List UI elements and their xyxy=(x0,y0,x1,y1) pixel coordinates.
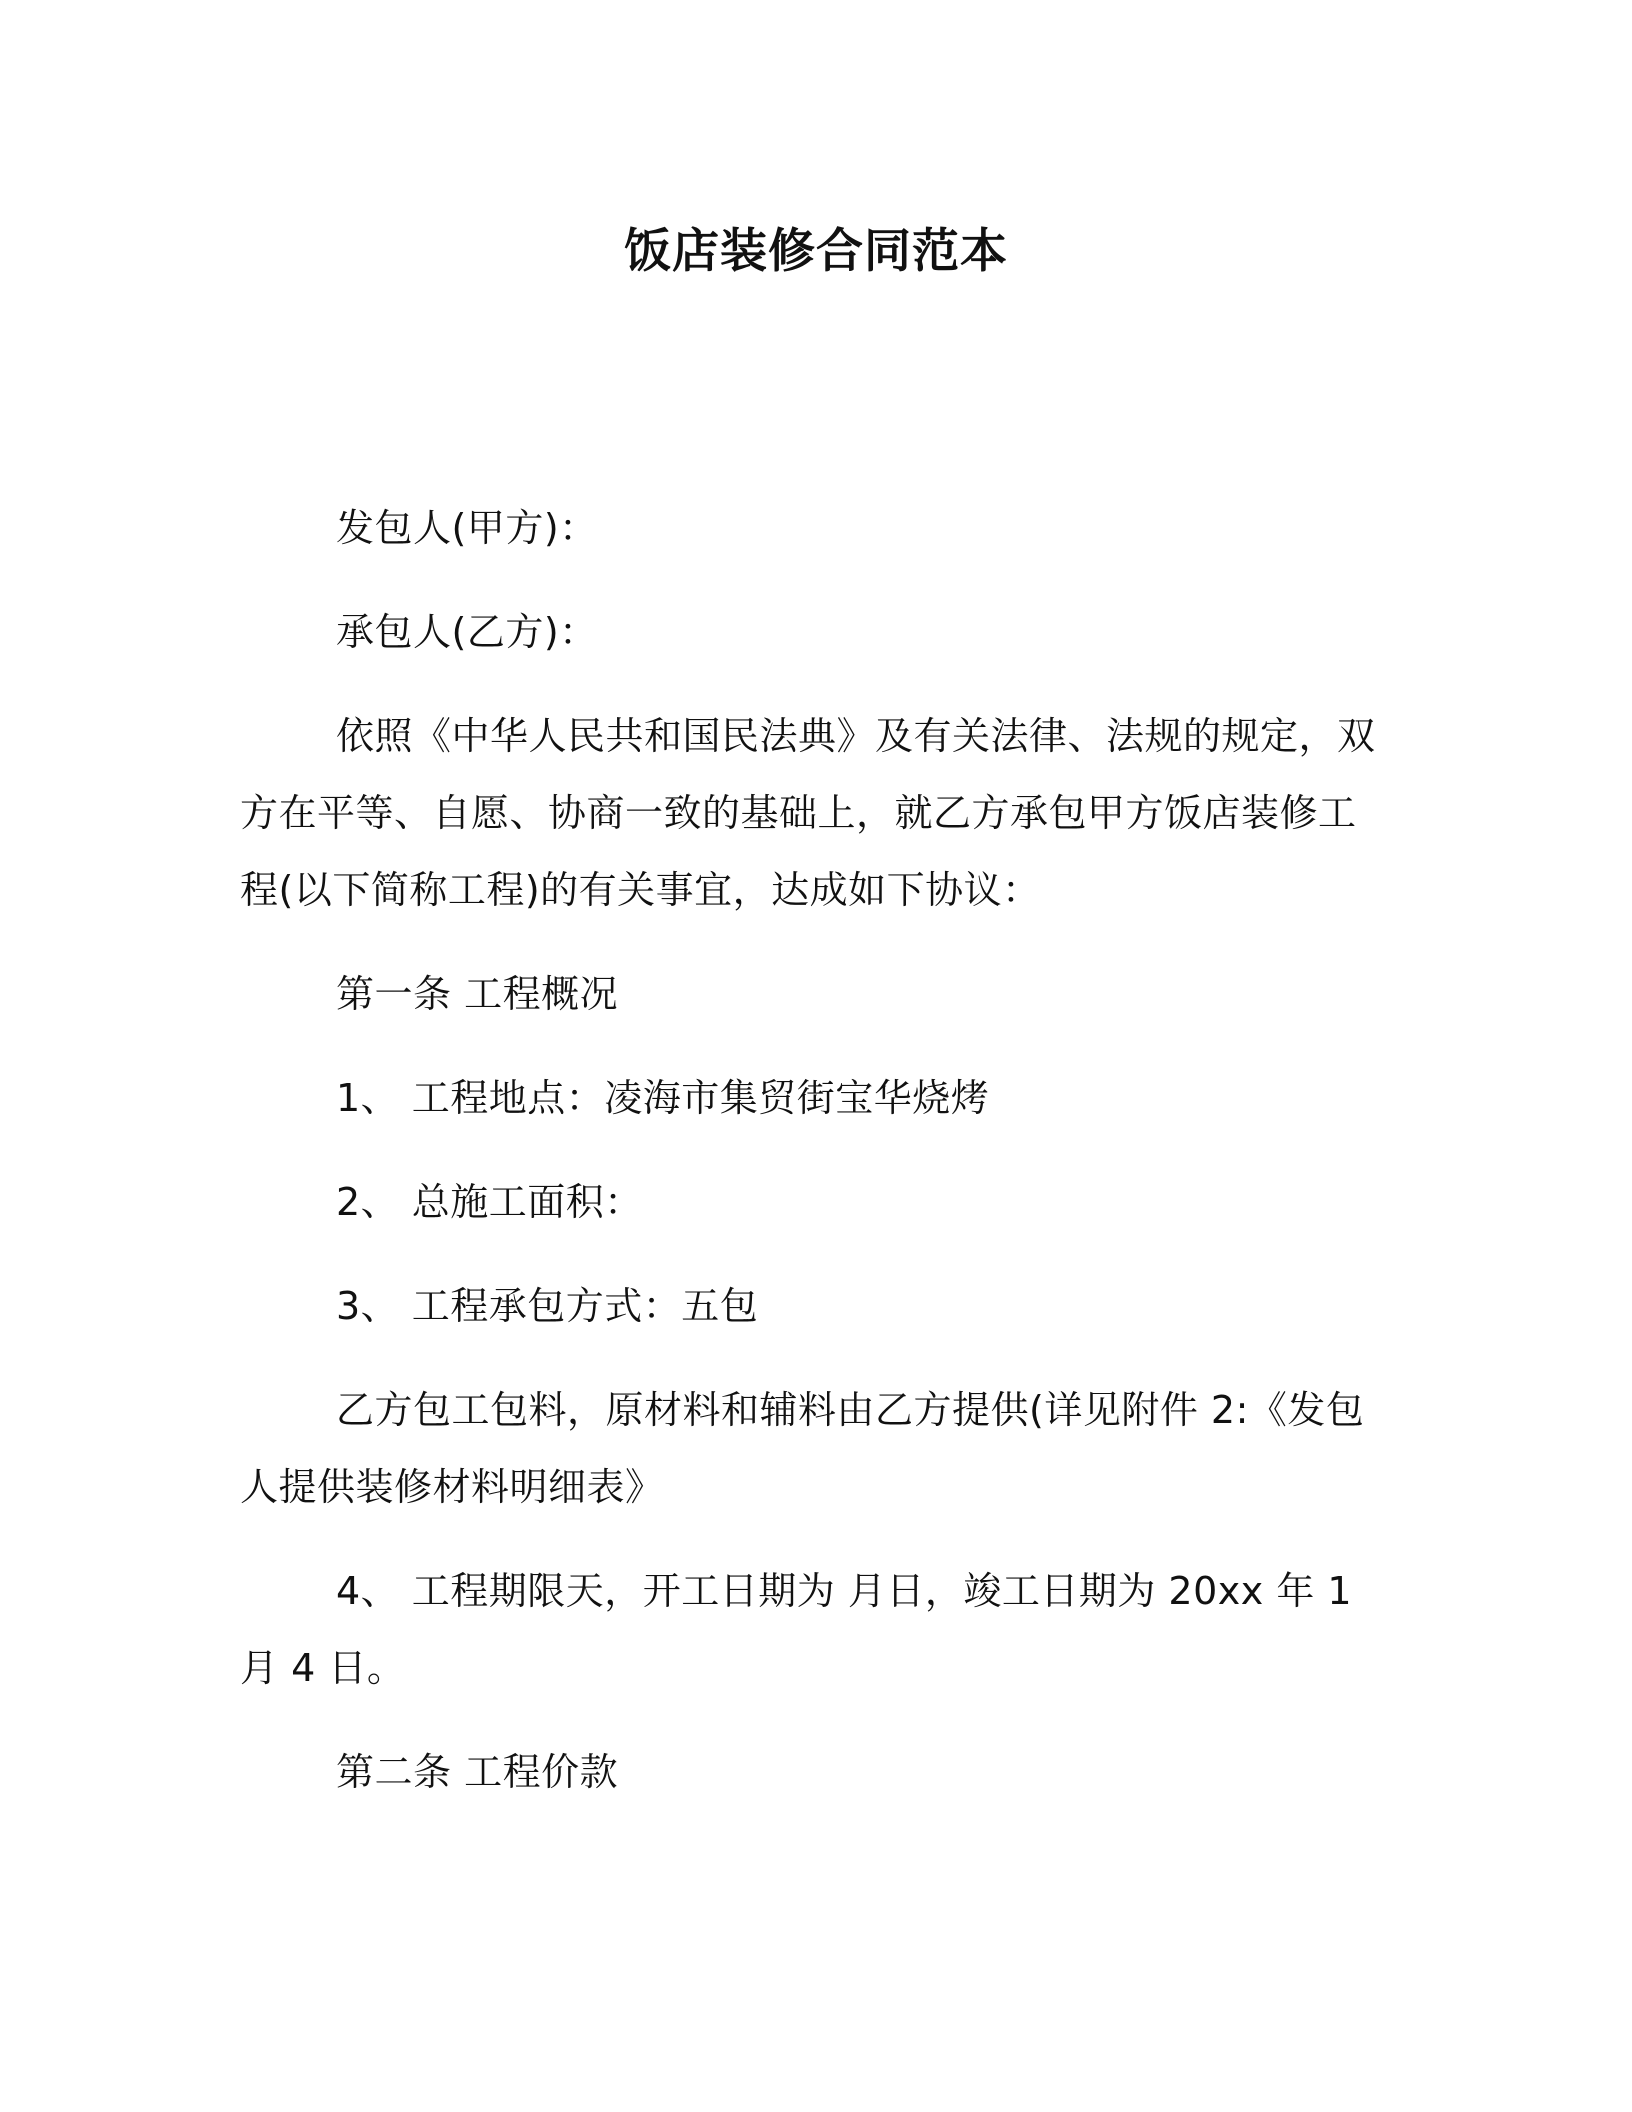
party-a-line: 发包人(甲方)： xyxy=(336,506,598,550)
clause-2-area: 2、 总施工面积： xyxy=(336,1180,643,1224)
clause-3-contract-method: 3、 工程承包方式：五包 xyxy=(336,1284,759,1328)
materials-paragraph: 乙方包工包料，原材料和辅料由乙方提供(详见附件 2:《发包人提供装修材料明细表》 xyxy=(240,1388,1365,1509)
clause-4-schedule: 4、 工程期限天，开工日期为 月日，竣工日期为 20xx 年 1 月 4 日。 xyxy=(240,1569,1353,1690)
party-b-line: 承包人(乙方)： xyxy=(336,610,598,654)
document-body xyxy=(240,490,1380,1838)
document-title: 饭店装修合同范本 xyxy=(624,224,1008,279)
article-2-heading: 第二条 工程价款 xyxy=(336,1750,619,1794)
article-1-heading: 第一条 工程概况 xyxy=(336,972,619,1016)
preamble-paragraph: 依照《中华人民共和国民法典》及有关法律、法规的规定，双方在平等、自愿、协商一致的基础上，就乙方承包甲方饭店装修工程(以下简称工程)的有关事宜，达成如下协议： xyxy=(240,714,1376,912)
clause-1-location: 1、 工程地点：凌海市集贸街宝华烧烤 xyxy=(336,1076,990,1120)
